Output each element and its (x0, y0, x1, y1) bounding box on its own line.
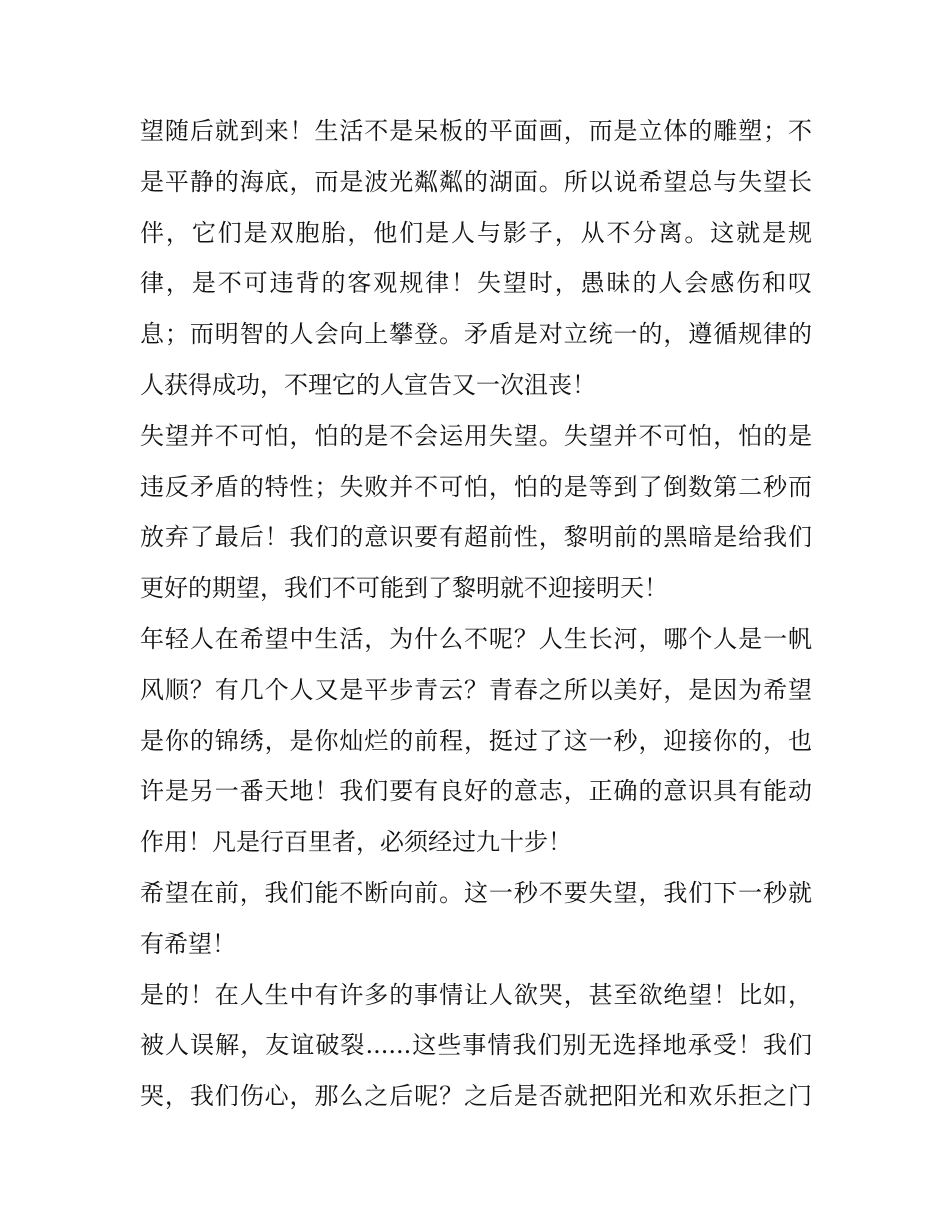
text-line: 作用！凡是行百里者，必须经过九十步！ (140, 828, 572, 857)
text-line: 许是另一番天地！我们要有良好的意志，正确的意识具有能动 (140, 777, 812, 806)
text-line: 失望并不可怕，怕的是不会运用失望。失望并不可怕，怕的是 (140, 421, 812, 450)
text-line: 伴，它们是双胞胎，他们是人与影子，从不分离。这就是规 (140, 218, 812, 247)
text-line: 律，是不可违背的客观规律！失望时，愚昧的人会感伤和叹 (140, 269, 812, 298)
text-line: 望随后就到来！生活不是呆板的平面画，而是立体的雕塑；不 (140, 117, 812, 145)
text-line: 希望在前，我们能不断向前。这一秒不要失望，我们下一秒就 (140, 878, 812, 907)
text-line: 违反矛盾的特性；失败并不可怕，怕的是等到了倒数第二秒而 (140, 472, 812, 501)
text-line: 放弃了最后！我们的意识要有超前性，黎明前的黑暗是给我们 (140, 523, 812, 552)
text-line: 被人误解，友谊破裂......这些事情我们别无选择地承受！我们 (140, 1031, 812, 1060)
text-line: 是你的锦绣，是你灿烂的前程，挺过了这一秒，迎接你的，也 (140, 726, 812, 755)
text-line: 息；而明智的人会向上攀登。矛盾是对立统一的，遵循规律的 (140, 320, 812, 349)
body-text (140, 106, 812, 1122)
text-line: 哭，我们伤心，那么之后呢？之后是否就把阳光和欢乐拒之门 (140, 1082, 812, 1111)
text-line: 是平静的海底，而是波光粼粼的湖面。所以说希望总与失望长 (140, 167, 812, 196)
text-line: 人获得成功，不理它的人宣告又一次沮丧！ (140, 370, 596, 399)
text-line: 更好的期望，我们不可能到了黎明就不迎接明天！ (140, 574, 668, 603)
text-line: 有希望！ (140, 929, 236, 958)
text-line: 是的！在人生中有许多的事情让人欲哭，甚至欲绝望！比如， (140, 980, 812, 1009)
text-line: 年轻人在希望中生活，为什么不呢？人生长河，哪个人是一帆 (140, 624, 812, 653)
text-line: 风顺？有几个人又是平步青云？青春之所以美好，是因为希望 (140, 675, 812, 704)
